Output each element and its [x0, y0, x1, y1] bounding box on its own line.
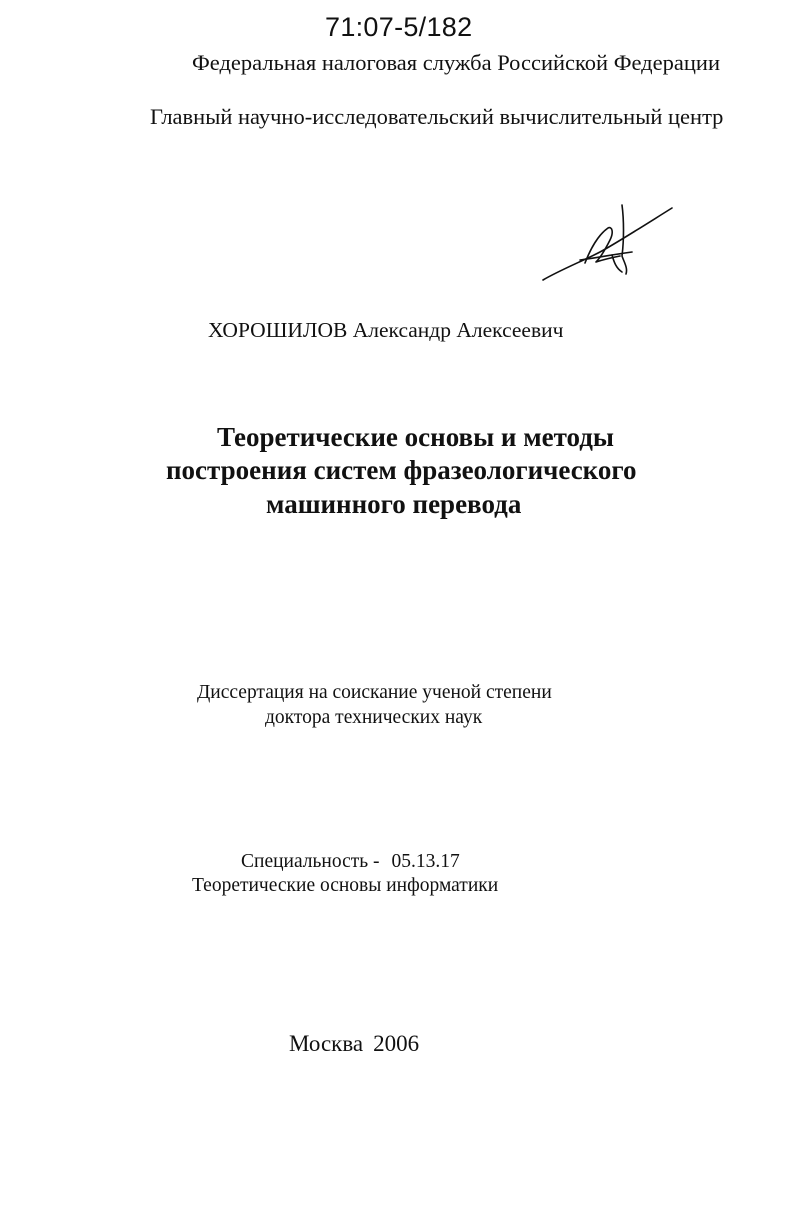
imprint-year: 2006: [373, 1031, 420, 1056]
signature-stroke-hook: [612, 255, 622, 272]
thesis-title-line-3: машинного перевода: [266, 489, 522, 519]
thesis-title-line-1: Теоретические основы и методы: [217, 422, 614, 452]
library-call-number: 71:07-5/182: [325, 12, 473, 42]
specialty-line: [241, 849, 460, 875]
specialty-label: Специальность -: [241, 851, 380, 872]
degree-statement-line-2: доктора технических наук: [265, 707, 483, 728]
organization-line-1: Федеральная налоговая служба Российской Федерации: [192, 50, 720, 75]
specialty-name: Теоретические основы информатики: [192, 875, 499, 896]
signature-stroke-tail: [622, 205, 627, 274]
degree-statement-line-1: Диссертация на соискание ученой степени: [197, 682, 552, 703]
handwritten-signature: [540, 200, 675, 285]
imprint-line: [289, 1031, 419, 1057]
imprint-city: Москва: [289, 1031, 364, 1056]
specialty-code: 05.13.17: [391, 851, 460, 872]
thesis-title-line-2: построения систем фразеологического: [166, 455, 637, 485]
organization-line-2: Главный научно-исследовательский вычислительный центр: [150, 104, 724, 129]
author-name: ХОРОШИЛОВ Александр Алексеевич: [208, 318, 564, 342]
